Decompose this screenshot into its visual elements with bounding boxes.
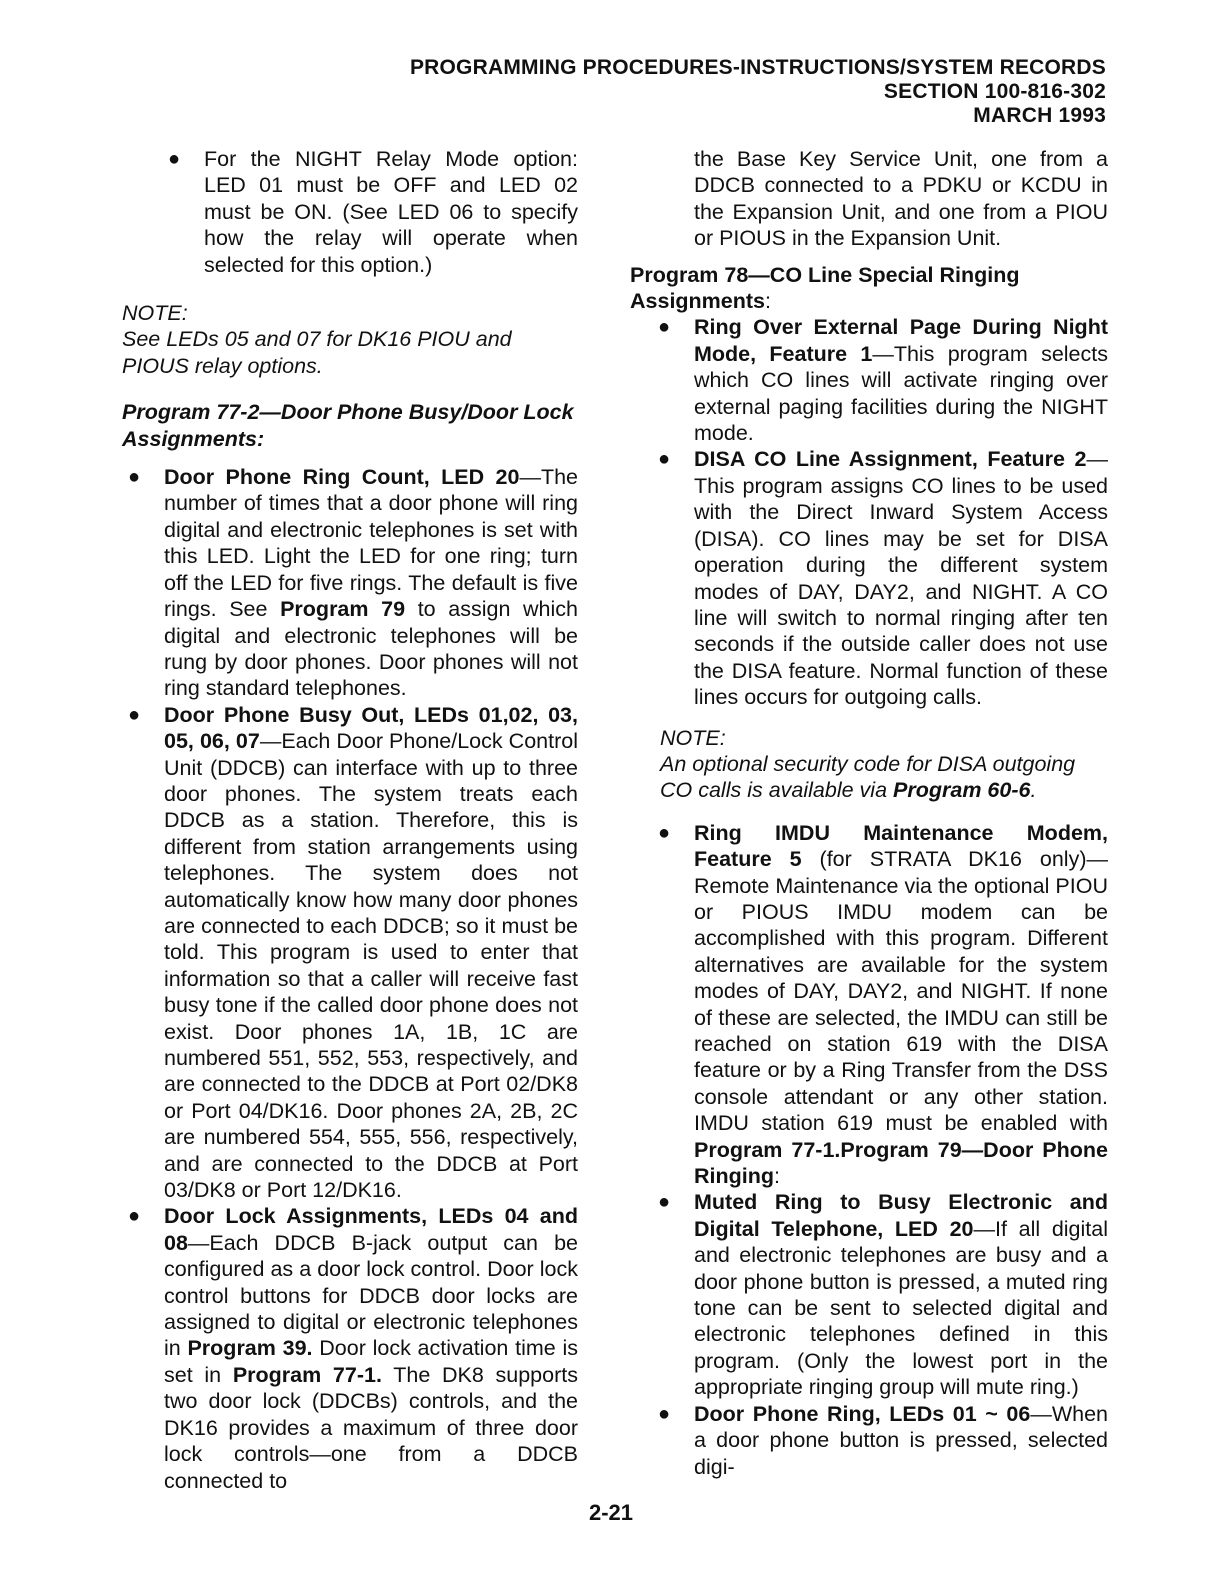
bullet-text: The DK8 supports two door lock (DDCBs) controls, and the DK16 provides a maximum of three door lock controls—one from a DDCB connected to <box>164 1362 578 1493</box>
bullet-text: —Each DDCB B-jack output can be configured as a door lock control. Door lock control buttons for DDCB door locks are assigned to digital or electronic telephones in <box>164 1230 578 1361</box>
left-bullet-list <box>122 464 578 1494</box>
bullet-text: Door lock activation time is set in <box>164 1336 578 1387</box>
right-bullet-list <box>652 314 1108 710</box>
note-text <box>660 751 1108 804</box>
bullet-bold-ref: Program 77-1.Program 79—Door Phone Ringing <box>694 1137 1108 1189</box>
program-heading-colon: : <box>765 289 771 314</box>
bullet-text: (for STRATA DK16 only)—Remote Maintenance via the optional PIOU or PIOUS IMDU modem can be accomplished with this program. Different alternatives are available for the system modes of DAY, DAY2, and NIGHT. If none of these are selected, the IMDU can still be reached on station 619 with the DISA feature or by a Ring Transfer from the DSS console attendant or any other station. IMDU station 619 must be enabled with <box>694 847 1108 1136</box>
bullet-title: Ring IMDU Maintenance Modem, Feature 5 <box>694 820 1108 872</box>
bullet-text: —Each Door Phone/Lock Control Unit (DDCB) can interface with up to three door phones. The system treats each DDCB as a station. Therefore, this is different from station arrangements using telephones. The system does not automatically know how many door phones are connected to each DDCB; so it must be told. This program is used to enter that information so that a caller will receive fast busy tone if the called door phone does not exist. Door phones 1A, 1B, 1C are numbered 551, 552, 553, respectively, and are connected to the DDCB at Port 02/DK8 or Port 04/DK16. Door phones 2A, 2B, 2C are numbered 554, 555, 556, respectively, and are connected to the DDCB at Port 03/DK8 or Port 12/DK16. <box>164 729 578 1203</box>
page-number: 2-21 <box>588 1500 634 1525</box>
bullet-text: —When a door phone button is pressed, selected digi- <box>694 1401 1108 1479</box>
bullet-icon: ● <box>128 1205 141 1228</box>
header-title: PROGRAMMING PROCEDURES-INSTRUCTIONS/SYSTEM RECORDS <box>409 56 1106 79</box>
note-text: See LEDs 05 and 07 for DK16 PIOU and PIOUS relay options. <box>122 327 512 378</box>
list-item <box>122 702 578 1204</box>
list-item <box>652 1189 1108 1400</box>
bullet-text: —The number of times that a door phone will ring digital and electronic telephones is set with this LED. Light the LED for one ring; turn off the LED for five rings. The default is five rings. See <box>164 465 578 622</box>
bullet-icon: ● <box>658 448 671 471</box>
bullet-icon: ● <box>168 148 181 170</box>
bullet-title: Door Phone Busy Out, LEDs 01,02, 03, 05, 06, 07 <box>164 702 578 754</box>
bullet-icon: ● <box>128 703 141 726</box>
bullet-bold-ref: Program 77-1. <box>232 1362 382 1387</box>
bullet-title: Door Phone Ring, LEDs 01 ~ 06 <box>694 1401 1031 1426</box>
note-text-body: An optional security code for DISA outgoing CO calls is available via <box>660 751 1076 803</box>
bullet-icon: ● <box>658 821 671 844</box>
page-header <box>410 56 1106 128</box>
left-top-bullet-list <box>162 146 578 278</box>
header-section: SECTION 100-816-302 <box>883 80 1106 103</box>
program-heading-text: Program 78—CO Line Special Ringing Assignments <box>630 262 1020 314</box>
bullet-title: Door Phone Ring Count, LED 20 <box>164 465 520 490</box>
bullet-bold-ref: Program 39. <box>187 1336 313 1361</box>
list-item <box>652 314 1108 446</box>
note-block <box>630 725 1108 804</box>
bullet-icon: ● <box>128 466 141 489</box>
list-item <box>162 146 578 278</box>
continued-text: the Base Key Service Unit, one from a DDCB connected to a PDKU or KCDU in the Expansion Unit, and one from a PIOU or PIOUS in the Expansion Unit. <box>694 147 1108 251</box>
note-heading: NOTE: <box>660 725 726 750</box>
bullet-text: to assign which digital and electronic telephones will be rung by door phones. Door phones will not ring standard telephones. <box>164 597 578 701</box>
note-heading: NOTE: <box>122 301 188 326</box>
bullet-text: : <box>774 1164 780 1189</box>
bullet-text: —This program assigns CO lines to be used with the Direct Inward System Access (DISA). CO lines may be set for DISA operation during the different system modes of DAY, DAY2, and NIGHT. A CO line will switch to normal ringing after ten seconds if the outside caller does not use the DISA feature. Normal function of these lines occurs for outgoing calls. <box>694 447 1108 710</box>
bullet-icon: ● <box>658 1402 671 1425</box>
list-item <box>652 1401 1108 1480</box>
list-item <box>652 446 1108 710</box>
bullet-text: For the NIGHT Relay Mode option: LED 01 must be OFF and LED 02 must be ON. (See LED 06 to specify how the relay will operate when selected for this option.) <box>204 147 578 277</box>
program-heading: Program 77-2—Door Phone Busy/Door Lock Assignments: <box>122 400 574 451</box>
list-item <box>652 820 1108 1190</box>
list-item <box>122 1203 578 1493</box>
bullet-icon: ● <box>658 1191 671 1214</box>
bullet-icon: ● <box>658 316 671 339</box>
bullet-text: —If all digital and electronic telephones are busy and a door phone button is pressed, a muted ring tone can be sent to selected digital and electronic telephones defined in this program. (Only the lowest port in the appropriate ringing group will mute ring.) <box>694 1216 1108 1400</box>
note-text-end: . <box>1030 778 1037 803</box>
bullet-title: Muted Ring to Busy Electronic and Digital Telephone, LED 20 <box>694 1190 1108 1241</box>
bullet-text: —This program selects which CO lines will activate ringing over external paging facilities during the NIGHT mode. <box>694 341 1108 446</box>
header-date: MARCH 1993 <box>973 104 1106 127</box>
bullet-title: Ring Over External Page During Night Mode, Feature 1 <box>694 315 1108 366</box>
left-column <box>122 146 578 1494</box>
list-item <box>122 464 578 702</box>
bullet-title: Door Lock Assignments, LEDs 04 and 08 <box>164 1204 578 1255</box>
right-column <box>630 146 1108 1480</box>
program-heading <box>630 262 1108 315</box>
note-bold-ref: Program 60-6 <box>893 778 1031 803</box>
right-bullet-list-2 <box>652 820 1108 1480</box>
bullet-title: DISA CO Line Assignment, Feature 2 <box>694 447 1087 472</box>
bullet-bold-ref: Program 79 <box>280 597 406 622</box>
